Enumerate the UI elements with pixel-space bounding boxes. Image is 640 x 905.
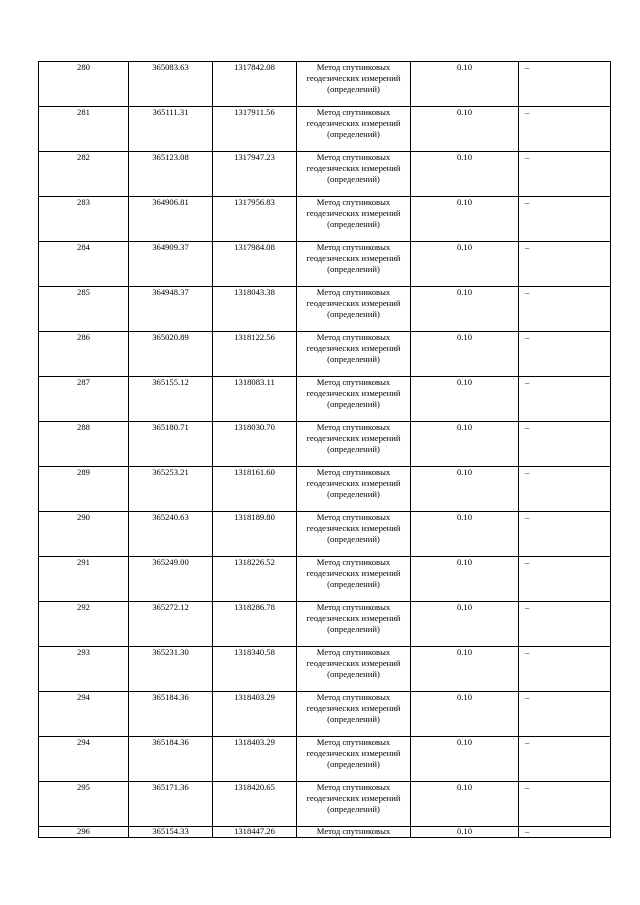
method-cell: Метод спутниковых геодезических измерений (определений) <box>297 557 411 602</box>
coordinates-table <box>38 61 611 838</box>
table-row <box>39 62 611 107</box>
y-coordinate-cell: 1318420.65 <box>213 782 297 827</box>
method-cell: Метод спутниковых геодезических измерений (определений) <box>297 242 411 287</box>
table-row <box>39 332 611 377</box>
point-number-cell: 284 <box>39 242 129 287</box>
y-coordinate-cell: 1318340.58 <box>213 647 297 692</box>
x-coordinate-cell: 365240.63 <box>129 512 213 557</box>
accuracy-cell: 0.10 <box>411 377 519 422</box>
table-row <box>39 467 611 512</box>
note-cell: – <box>519 827 611 838</box>
y-coordinate-cell: 1317956.83 <box>213 197 297 242</box>
x-coordinate-cell: 364909.37 <box>129 242 213 287</box>
note-cell: – <box>519 242 611 287</box>
note-cell: – <box>519 377 611 422</box>
x-coordinate-cell: 365249.00 <box>129 557 213 602</box>
point-number-cell: 280 <box>39 62 129 107</box>
x-coordinate-cell: 365253.21 <box>129 467 213 512</box>
accuracy-cell: 0.10 <box>411 647 519 692</box>
method-cell: Метод спутниковых геодезических измерений (определений) <box>297 62 411 107</box>
note-cell: – <box>519 197 611 242</box>
method-cell: Метод спутниковых геодезических измерений (определений) <box>297 512 411 557</box>
x-coordinate-cell: 365171.36 <box>129 782 213 827</box>
method-cell: Метод спутниковых геодезических измерений (определений) <box>297 332 411 377</box>
accuracy-cell: 0.10 <box>411 467 519 512</box>
y-coordinate-cell: 1318030.70 <box>213 422 297 467</box>
point-number-cell: 283 <box>39 197 129 242</box>
x-coordinate-cell: 365083.63 <box>129 62 213 107</box>
y-coordinate-cell: 1318286.78 <box>213 602 297 647</box>
x-coordinate-cell: 365272.12 <box>129 602 213 647</box>
note-cell: – <box>519 737 611 782</box>
x-coordinate-cell: 365184.36 <box>129 737 213 782</box>
x-coordinate-cell: 365111.31 <box>129 107 213 152</box>
note-cell: – <box>519 287 611 332</box>
method-cell: Метод спутниковых геодезических измерений (определений) <box>297 287 411 332</box>
note-cell: – <box>519 467 611 512</box>
note-cell: – <box>519 422 611 467</box>
point-number-cell: 287 <box>39 377 129 422</box>
method-cell: Метод спутниковых геодезических измерений (определений) <box>297 782 411 827</box>
table-row <box>39 287 611 332</box>
table-row <box>39 422 611 467</box>
x-coordinate-cell: 365123.08 <box>129 152 213 197</box>
point-number-cell: 288 <box>39 422 129 467</box>
method-cell: Метод спутниковых геодезических измерений (определений) <box>297 107 411 152</box>
x-coordinate-cell: 365184.36 <box>129 692 213 737</box>
table-body <box>39 62 611 838</box>
method-cell: Метод спутниковых геодезических измерений (определений) <box>297 422 411 467</box>
note-cell: – <box>519 647 611 692</box>
y-coordinate-cell: 1318403.29 <box>213 692 297 737</box>
point-number-cell: 290 <box>39 512 129 557</box>
y-coordinate-cell: 1318189.80 <box>213 512 297 557</box>
point-number-cell: 289 <box>39 467 129 512</box>
table-row <box>39 377 611 422</box>
accuracy-cell: 0.10 <box>411 602 519 647</box>
method-cell: Метод спутниковых геодезических измерений (определений) <box>297 737 411 782</box>
table-row <box>39 242 611 287</box>
table-row <box>39 692 611 737</box>
method-cell: Метод спутниковых геодезических измерений (определений) <box>297 602 411 647</box>
point-number-cell: 291 <box>39 557 129 602</box>
y-coordinate-cell: 1317842.08 <box>213 62 297 107</box>
point-number-cell: 281 <box>39 107 129 152</box>
note-cell: – <box>519 62 611 107</box>
accuracy-cell: 0.10 <box>411 107 519 152</box>
y-coordinate-cell: 1317947.23 <box>213 152 297 197</box>
x-coordinate-cell: 365154.33 <box>129 827 213 838</box>
x-coordinate-cell: 364906.81 <box>129 197 213 242</box>
note-cell: – <box>519 602 611 647</box>
point-number-cell: 294 <box>39 692 129 737</box>
note-cell: – <box>519 512 611 557</box>
accuracy-cell: 0.10 <box>411 782 519 827</box>
accuracy-cell: 0.10 <box>411 287 519 332</box>
accuracy-cell: 0.10 <box>411 827 519 838</box>
x-coordinate-cell: 365231.30 <box>129 647 213 692</box>
x-coordinate-cell: 365155.12 <box>129 377 213 422</box>
note-cell: – <box>519 782 611 827</box>
table-row <box>39 737 611 782</box>
point-number-cell: 285 <box>39 287 129 332</box>
point-number-cell: 282 <box>39 152 129 197</box>
note-cell: – <box>519 332 611 377</box>
method-cell: Метод спутниковых геодезических измерений (определений) <box>297 692 411 737</box>
accuracy-cell: 0.10 <box>411 197 519 242</box>
y-coordinate-cell: 1318122.56 <box>213 332 297 377</box>
y-coordinate-cell: 1318043.38 <box>213 287 297 332</box>
method-cell: Метод спутниковых <box>297 827 411 838</box>
point-number-cell: 292 <box>39 602 129 647</box>
note-cell: – <box>519 692 611 737</box>
method-cell: Метод спутниковых геодезических измерений (определений) <box>297 647 411 692</box>
y-coordinate-cell: 1318226.52 <box>213 557 297 602</box>
x-coordinate-cell: 365180.71 <box>129 422 213 467</box>
point-number-cell: 296 <box>39 827 129 838</box>
table-row <box>39 827 611 838</box>
x-coordinate-cell: 364948.37 <box>129 287 213 332</box>
method-cell: Метод спутниковых геодезических измерений (определений) <box>297 152 411 197</box>
accuracy-cell: 0.10 <box>411 242 519 287</box>
table-row <box>39 782 611 827</box>
method-cell: Метод спутниковых геодезических измерений (определений) <box>297 467 411 512</box>
accuracy-cell: 0.10 <box>411 62 519 107</box>
accuracy-cell: 0.10 <box>411 557 519 602</box>
table-row <box>39 152 611 197</box>
note-cell: – <box>519 557 611 602</box>
y-coordinate-cell: 1318403.29 <box>213 737 297 782</box>
y-coordinate-cell: 1318083.11 <box>213 377 297 422</box>
method-cell: Метод спутниковых геодезических измерений (определений) <box>297 197 411 242</box>
y-coordinate-cell: 1317984.08 <box>213 242 297 287</box>
note-cell: – <box>519 107 611 152</box>
method-cell: Метод спутниковых геодезических измерений (определений) <box>297 377 411 422</box>
accuracy-cell: 0.10 <box>411 737 519 782</box>
table-row <box>39 602 611 647</box>
accuracy-cell: 0.10 <box>411 332 519 377</box>
table-row <box>39 197 611 242</box>
table-row <box>39 107 611 152</box>
y-coordinate-cell: 1318161.60 <box>213 467 297 512</box>
x-coordinate-cell: 365020.89 <box>129 332 213 377</box>
table-row <box>39 557 611 602</box>
point-number-cell: 286 <box>39 332 129 377</box>
accuracy-cell: 0.10 <box>411 512 519 557</box>
accuracy-cell: 0.10 <box>411 152 519 197</box>
point-number-cell: 295 <box>39 782 129 827</box>
table-row <box>39 512 611 557</box>
y-coordinate-cell: 1318447.26 <box>213 827 297 838</box>
accuracy-cell: 0.10 <box>411 692 519 737</box>
point-number-cell: 294 <box>39 737 129 782</box>
note-cell: – <box>519 152 611 197</box>
table-row <box>39 647 611 692</box>
accuracy-cell: 0.10 <box>411 422 519 467</box>
point-number-cell: 293 <box>39 647 129 692</box>
y-coordinate-cell: 1317911.56 <box>213 107 297 152</box>
